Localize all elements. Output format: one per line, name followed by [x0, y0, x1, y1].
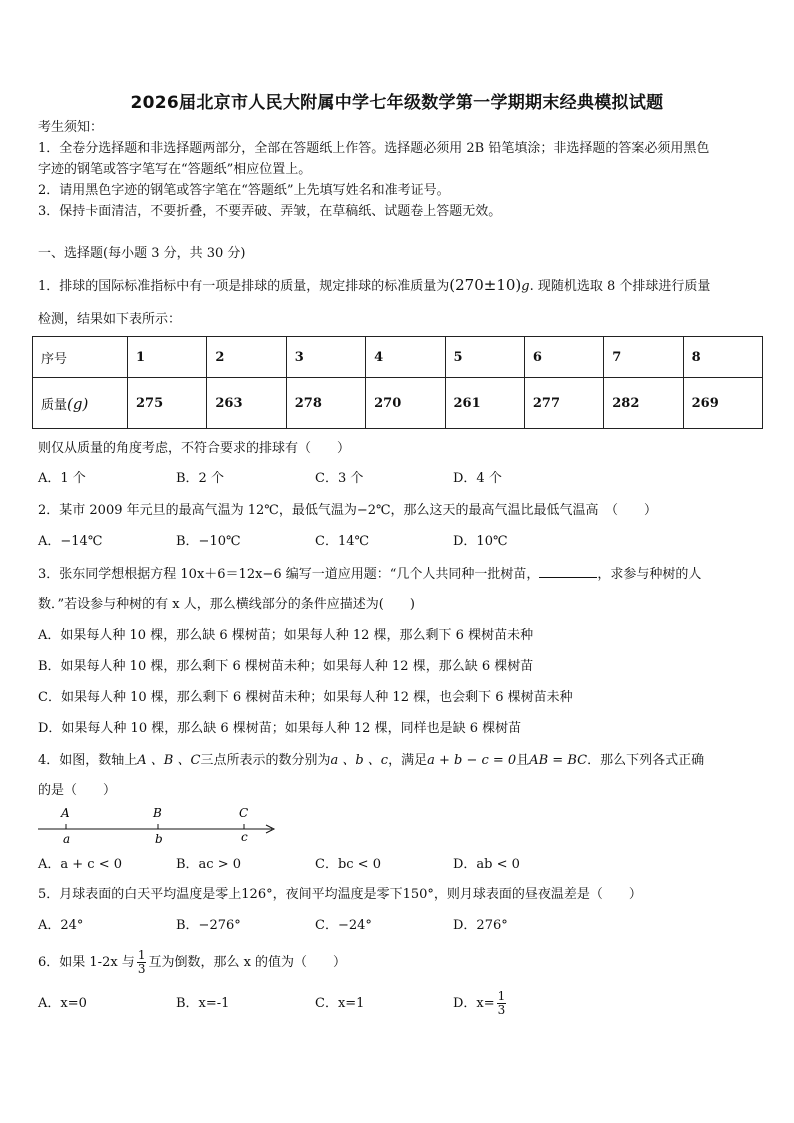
q4-text-a: 4．如图，数轴上: [38, 753, 138, 768]
table-cell: 6: [524, 337, 603, 378]
q4-condition-2: AB = BC: [529, 753, 588, 768]
q4-stem: [38, 752, 704, 770]
table-cell: 263: [207, 378, 286, 429]
table-cell: 8: [683, 337, 762, 378]
q2-stem: 2．某市 2009 年元旦的最高气温为 12℃，最低气温为−2℃，那么这天的最高气温比最低气温高 （ ）: [38, 503, 658, 518]
row-label: 质量: [41, 397, 68, 413]
table-cell: 261: [445, 378, 524, 429]
q3-option-c: C．如果每人种 10 棵，那么剩下 6 棵树苗未种；如果每人种 12 棵，也会剩下 6 棵树苗未种: [38, 690, 573, 705]
q4-option-b: B．ac > 0: [176, 857, 242, 872]
q1-option-a: A．1 个: [38, 471, 86, 486]
q2-option-d: D．10℃: [453, 534, 508, 549]
q6-stem: [38, 946, 346, 980]
q3-text-a: 3．张东同学想根据方程 10x＋6＝12x−6 编写一道应用题：“几个人共同种一批树苗，: [38, 567, 540, 582]
table-cell: 4: [366, 337, 445, 378]
notice-line-2: 2．请用黑色字迹的钢笔或答字笔在“答题纸”上先填写姓名和准考证号。: [38, 183, 450, 198]
table-cell: 282: [604, 378, 683, 429]
q1-unit: g: [521, 279, 530, 294]
q2-option-b: B．−10℃: [176, 534, 241, 549]
q4-text-c: ，满足: [388, 753, 428, 768]
table-cell: 3: [286, 337, 365, 378]
q2-option-a: A．−14℃: [38, 534, 103, 549]
table-cell: 5: [445, 337, 524, 378]
q1-text-a: 1．排球的国际标准指标中有一项是排球的质量，规定排球的标准质量为: [38, 279, 450, 294]
table-cell: 275: [128, 378, 207, 429]
row-unit: (g): [67, 394, 89, 413]
fraction-numerator: 1: [497, 989, 506, 1003]
q6-option-d: [453, 984, 508, 1024]
notice-line-3: 3．保持卡面清洁，不要折叠，不要弄破、弄皱，在草稿纸、试题卷上答题无效。: [38, 204, 502, 219]
axis-label-upper-c: C: [239, 806, 249, 820]
number-line-figure: [34, 802, 284, 848]
q6-text-a: 6．如果 1-2x 与: [38, 955, 135, 970]
section-heading: 一、选择题(每小题 3 分，共 30 分): [38, 246, 246, 261]
table-cell: 269: [683, 378, 762, 429]
q6-option-b: B．x=-1: [176, 996, 230, 1011]
q1-stem-cont: 检测，结果如下表所示：: [38, 312, 182, 327]
q1-text-b: . 现随机选取 8 个排球进行质量: [529, 279, 711, 294]
q6-option-d-fraction: [497, 990, 507, 1017]
q4-option-a: A．a + c < 0: [38, 857, 123, 872]
axis-label-upper-b: B: [153, 806, 162, 820]
axis-label-lower-a: a: [63, 832, 71, 846]
axis-label-upper-a: A: [61, 806, 70, 820]
table-cell: 277: [524, 378, 603, 429]
fraction-denominator: 3: [137, 962, 146, 976]
table-cell: 270: [366, 378, 445, 429]
q2-option-c: C．14℃: [315, 534, 370, 549]
q4-points: A 、B 、C: [137, 753, 201, 768]
q1-expr: (270±10): [449, 276, 522, 294]
q1-stem: [38, 276, 710, 296]
q1-table: [32, 336, 763, 429]
notice-line-1a: 1．全卷分选择题和非选择题两部分，全部在答题纸上作答。选择题必须用 2B 铅笔填涂；非选择题的答案必须用黑色: [38, 141, 710, 156]
notice-heading: 考生须知：: [38, 120, 104, 135]
page-title: 2026届北京市人民大附属中学七年级数学第一学期期末经典模拟试题: [130, 93, 664, 113]
table-cell: 278: [286, 378, 365, 429]
q4-values: a 、b 、c: [330, 753, 389, 768]
axis-label-lower-c: c: [241, 830, 248, 844]
q5-option-a: A．24°: [38, 918, 84, 933]
q4-option-c: C．bc < 0: [315, 857, 381, 872]
q4-condition: a + b − c = 0: [427, 753, 517, 768]
table-cell: 序号: [33, 337, 128, 378]
q1-option-c: C．3 个: [315, 471, 364, 486]
axis-label-lower-b: b: [155, 832, 163, 846]
q1-option-d: D．4 个: [453, 471, 502, 486]
q3-text-b: ，求参与种树的人: [597, 567, 702, 582]
q4-text-b: 三点所表示的数分别为: [200, 753, 331, 768]
q3-stem-cont: 数．”若设参与种树的有 x 人，那么横线部分的条件应描述为( ): [38, 597, 415, 612]
q6-option-d-label: D．x=: [453, 996, 495, 1011]
q5-option-d: D．276°: [453, 918, 508, 933]
table-row: [33, 337, 763, 378]
q4-stem-cont: 的是（ ）: [38, 783, 117, 798]
fraction-denominator: 3: [497, 1003, 506, 1017]
q5-stem: 5．月球表面的白天平均温度是零上126°，夜间平均温度是零下150°，则月球表面的昼夜温差是（ ）: [38, 887, 642, 902]
q3-stem: [38, 565, 701, 584]
fraction-numerator: 1: [137, 948, 146, 962]
q1-option-b: B．2 个: [176, 471, 224, 486]
q5-option-b: B．−276°: [176, 918, 241, 933]
q1-question: 则仅从质量的角度考虑，不符合要求的排球有（ ）: [38, 441, 351, 456]
table-row: [33, 378, 763, 429]
q6-option-c: C．x=1: [315, 996, 365, 1011]
q3-option-d: D．如果每人种 10 棵，那么缺 6 棵树苗；如果每人种 12 棵，同样也是缺 6 棵树苗: [38, 721, 522, 736]
q3-blank: [539, 565, 597, 578]
q5-option-c: C．−24°: [315, 918, 372, 933]
table-cell: 7: [604, 337, 683, 378]
table-cell: [33, 378, 128, 429]
table-cell: 2: [207, 337, 286, 378]
q6-option-a: A．x=0: [38, 996, 87, 1011]
notice-line-1b: 字迹的钢笔或答字笔写在“答题纸”相应位置上。: [38, 162, 312, 177]
q3-option-a: A．如果每人种 10 棵，那么缺 6 棵树苗；如果每人种 12 棵，那么剩下 6 棵树苗未种: [38, 628, 534, 643]
q4-text-d: 且: [516, 753, 530, 768]
q4-option-d: D．ab < 0: [453, 857, 520, 872]
q6-fraction: [137, 949, 147, 976]
q6-text-b: 互为倒数，那么 x 的值为（ ）: [148, 955, 347, 970]
table-cell: 1: [128, 337, 207, 378]
q3-option-b: B．如果每人种 10 棵，那么剩下 6 棵树苗未种；如果每人种 12 棵，那么缺 6 棵树苗: [38, 659, 534, 674]
q4-text-e: ．那么下列各式正确: [587, 753, 705, 768]
